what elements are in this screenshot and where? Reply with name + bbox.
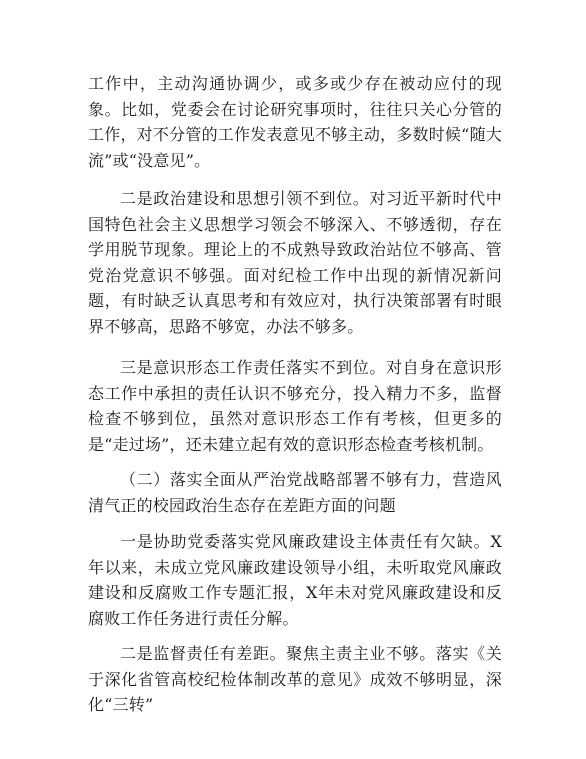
- paragraph-supervision: 二是监督责任有差距。聚焦主责主业不够。落实《关于深化省管高校纪检体制改革的意见》成效不够明显，深化“三转”: [88, 644, 502, 714]
- paragraph-party-conduct: 一是协助党委落实党风廉政建设主体责任有欠缺。X年以来，未成立党风廉政建设领导小组，未听取党风廉政建设和反腐败工作专题汇报，X年未对党风廉政建设和反腐败工作任务进行责任分解。: [88, 532, 502, 628]
- paragraph-ideology-responsibility: 三是意识形态工作责任落实不到位。对自身在意识形态工作中承担的责任认识不够充分，投入精力不多，监督检查不够到位，虽然对意识形态工作有考核，但更多的是“走过场”，还未建立起有效的意识形态检查考核机制。: [88, 358, 502, 454]
- paragraph-continued-text: 工作中，主动沟通协调少，或多或少存在被动应付的现象。比如，党委会在讨论研究事项时，往往只关心分管的工作，对不分管的工作发表意见不够主动，多数时候“随大流”或“没意见”。: [88, 74, 502, 170]
- paragraph-political-guidance: 二是政治建设和思想引领不到位。对习近平新时代中国特色社会主义思想学习领会不够深入、不够透彻，存在学用脱节现象。理论上的不成熟导致政治站位不够高、管党治党意识不够强。面对纪检工作中出现的新情况新问题，有时缺乏认真思考和有效应对，执行决策部署有时眼界不够高，思路不够宽，办法不够多。: [88, 189, 502, 336]
- section-heading-2: （二）落实全面从严治党战略部署不够有力，营造风清气正的校园政治生态存在差距方面的问题: [88, 470, 502, 515]
